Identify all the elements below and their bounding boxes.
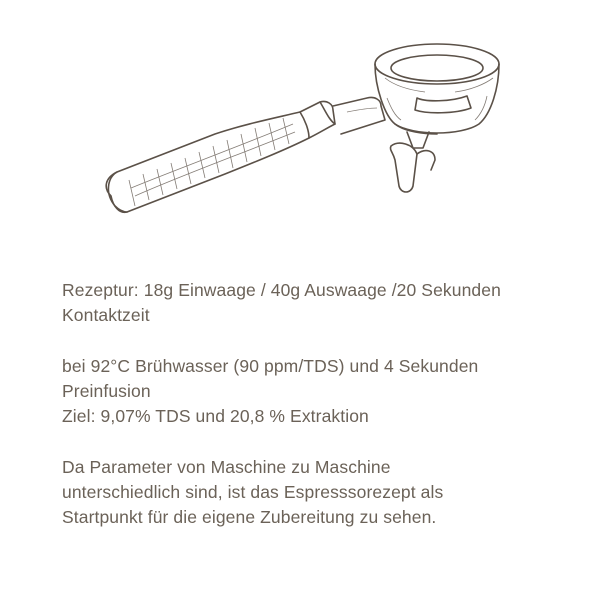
note-line: unterschiedlich sind, ist das Espresssorezept als [62,482,444,502]
recipe-line: Kontaktzeit [62,305,150,325]
conditions-paragraph [62,354,562,429]
note-line: Startpunkt für die eigene Zubereitung zu sehen. [62,507,437,527]
target-line: Ziel: 9,07% TDS und 20,8 % Extraktion [62,406,369,426]
note-line: Da Parameter von Maschine zu Maschine [62,457,391,477]
note-paragraph [62,455,562,530]
conditions-line: bei 92°C Brühwasser (90 ppm/TDS) und 4 Sekunden [62,356,479,376]
portafilter-illustration [95,28,515,218]
recipe-paragraph [62,278,562,328]
recipe-text [62,278,562,556]
portafilter-icon [95,28,515,218]
recipe-line: Rezeptur: 18g Einwaage / 40g Auswaage /20 Sekunden [62,280,501,300]
conditions-line: Preinfusion [62,381,151,401]
